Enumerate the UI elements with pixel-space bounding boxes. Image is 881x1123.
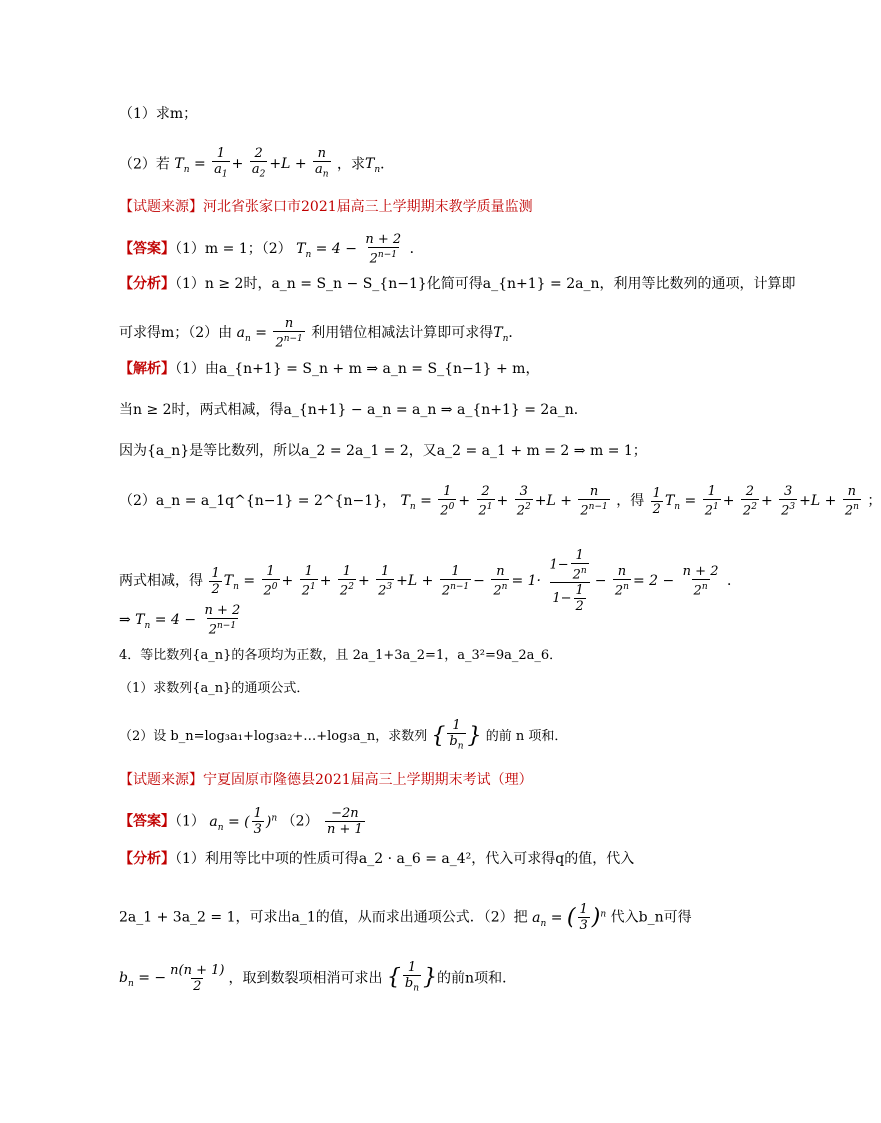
- source-1-text: 【试题来源】河北省张家口市2021届高三上学期期末教学质量监测: [119, 199, 533, 215]
- formula-recip-bn: { $\frac{1}{b_n}$ }: [431, 729, 481, 744]
- question-part1: [119, 104, 197, 124]
- solution-1-tag: 【解析】: [119, 361, 175, 377]
- answer-1-tag: 【答案】: [119, 241, 175, 258]
- analysis-1-tag: 【分析】: [119, 276, 175, 292]
- formula-half-Tn: $\frac{1}{2}$ $T_n$ = $\frac{1}{2^1}$ + $\frac{2}{2^2}$ + $\frac{3}{2^3}$ +L + $\frac{n}{2^n}$: [652, 484, 859, 519]
- source-2: [119, 770, 533, 790]
- formula-an-third: $a_n$ = ( $\frac{1}{3}$ )$^n$: [532, 902, 607, 933]
- answer-1-formula: $T_n = 4$ − $\frac{n + 2}{2^{n-1}}$: [296, 232, 402, 267]
- answer-2-formula2: $\frac{-2n}{n + 1}$: [327, 806, 363, 837]
- answer-1: 【答案】（1）m = 1；（2） $T_n = 4$ − $\frac{n + 2}{2^{n-1}}$ ．: [119, 232, 424, 267]
- analysis-1-line2b: 利用错位相减法计算即可求得: [311, 325, 494, 342]
- answer-2-tag: 【答案】: [119, 813, 175, 830]
- analysis-1-line1: [119, 274, 795, 294]
- question-part2-suffix: ，求: [337, 156, 366, 173]
- formula-Tn-def: $T_n$ = $\frac{1}{a_1}$ + $\frac{2}{a_2}$ +L + $\frac{n}{a_n}$: [174, 156, 337, 172]
- formula-bn: $b_n$ = − $\frac{n(n + 1)}{2}$: [119, 962, 225, 994]
- solution-1-line3-text: 因为{a_n}是等比数列，所以a_2 = 2a_1 = 2，又a_2 = a_1 + m = 2 ⇒ m = 1；: [119, 443, 647, 459]
- formula-recip-bn-2: { $\frac{1}{b_n}$ }: [387, 970, 437, 986]
- analysis-1-line2a: 可求得m；（2）由: [119, 325, 233, 342]
- problem-4-line2: [119, 679, 309, 699]
- solution-1-line2-text: 当n ≥ 2时，两式相减，得a_{n+1} − a_n = a_n ⇒ a_{n+1} = 2a_n．: [119, 402, 588, 418]
- analysis-2-tag: 【分析】: [119, 851, 175, 867]
- problem-4-line2-text: （1）求数列{a_n}的通项公式．: [119, 681, 310, 696]
- analysis-2-line2: [119, 902, 692, 933]
- analysis-2-line1-text: （1）利用等比中项的性质可得a_2 · a_6 = a_4²，代入可求得q的值，代入: [175, 851, 635, 867]
- analysis-2-line1: [119, 849, 634, 869]
- analysis-2-line3c: 的前n项和．: [437, 970, 517, 987]
- formula-Tn-sum: $T_n$ = $\frac{1}{2^0}$ + $\frac{2}{2^1}$ + $\frac{3}{2^2}$ +L + $\frac{n}{2^{n-1}}$: [400, 484, 608, 519]
- solution-1-line5a: 两式相减，得: [119, 573, 203, 590]
- problem-4-line3: [119, 718, 567, 755]
- analysis-2-line3b: ，取到数裂项相消可求出: [228, 970, 383, 987]
- solution-1-line5: 两式相减，得 $\frac{1}{2}$ $T_n$ = $\frac{1}{2^0}$ + $\frac{1}{2^1}$ + $\frac{1}{2^2}$ + $\frac{1}{2^3}$ +L + $\frac{1}{2^{n-1}}$ − $\frac{n}{2^n}$ = 1· 1− $\frac{1}{2^n}$ 1− $\frac{1}{2}$ − $\frac{n}{2^n}$ = 2 − $\frac{n + 2}{2^n}$ ．: [119, 548, 741, 615]
- solution-1-line2: [119, 400, 588, 420]
- analysis-1-line1-text: （1）n ≥ 2时，a_n = S_n − S_{n−1}化简可得a_{n+1} = 2a_n，利用等比数列的通项，计算即: [175, 276, 796, 292]
- solution-1-final: ⇒ $T_n = 4$ − $\frac{n + 2}{2^{n-1}}$: [119, 603, 241, 638]
- problem-4-line3a: （2）设 b_n=log₃a₁+log₃a₂+…+log₃a_n，求数列: [119, 728, 428, 744]
- formula-an-def: $a_n$ = $\frac{n}{2^{n-1}}$: [236, 316, 303, 351]
- solution-1-line1: [119, 359, 539, 379]
- answer-1-text: （1）m = 1；（2）: [175, 241, 292, 258]
- problem-4-line1-text: 4．等比数列{a_n}的各项均为正数，且 2a_1+3a_2=1，a_3²=9a_2a_6．: [119, 648, 563, 663]
- solution-1-line4: （2）a_n = a_1q^{n−1} = 2^{n−1}， $T_n$ = $\frac{1}{2^0}$ + $\frac{2}{2^1}$ + $\frac{3}{2^2}$ +L + $\frac{n}{2^{n-1}}$ ，得 $\frac{1}{2}$ $T_n$ = $\frac{1}{2^1}$ + $\frac{2}{2^2}$ + $\frac{3}{2^3}$ +L + $\frac{n}{2^n}$ ；: [119, 484, 881, 519]
- question-part2: （2）若 $T_n$ = $\frac{1}{a_1}$ + $\frac{2}{a_2}$ +L + $\frac{n}{a_n}$ ，求$T_n$．: [119, 146, 394, 183]
- analysis-1-line2: 可求得m；（2）由 $a_n$ = $\frac{n}{2^{n-1}}$ 利用错位相减法计算即可求得$T_n$．: [119, 316, 523, 351]
- solution-1-line1-text: （1）由a_{n+1} = S_n + m ⇒ a_n = S_{n−1} + m，: [175, 361, 540, 377]
- question-part1-text: （1）求m；: [119, 106, 198, 122]
- solution-1-line4a: （2）a_n = a_1q^{n−1} = 2^{n−1}，: [119, 493, 397, 510]
- problem-4-line3b: 的前 n 项和．: [485, 728, 568, 744]
- analysis-2-line3: [119, 960, 516, 997]
- answer-2-text: （1）: [175, 813, 205, 830]
- solution-1-line4b: ，得: [616, 493, 645, 510]
- answer-2: [119, 806, 367, 837]
- analysis-2-line2b: 代入b_n可得: [610, 909, 692, 926]
- formula-subtract: $\frac{1}{2}$ $T_n$ = $\frac{1}{2^0}$ + $\frac{1}{2^1}$ + $\frac{1}{2^2}$ + $\frac{1}{2^3}$ +L + $\frac{1}{2^{n-1}}$ − $\frac{n}{2^n}$ = 1· 1− $\frac{1}{2^n}$ 1− $\frac{1}{2}$ − $\frac{n}{2^n}$ = 2 − $\frac{n + 2}{2^n}$: [211, 548, 719, 615]
- answer-2-text2: （2）: [281, 813, 319, 830]
- source-2-text: 【试题来源】宁夏固原市隆德县2021届高三上学期期末考试（理）: [119, 772, 533, 788]
- problem-4-line1: [119, 646, 562, 666]
- analysis-2-line2a: 2a_1 + 3a_2 = 1，可求出a_1的值，从而求出通项公式．（2）把: [119, 909, 528, 926]
- source-1: [119, 197, 533, 217]
- solution-1-line6: [119, 603, 244, 637]
- question-part2-prefix: （2）若: [119, 156, 170, 173]
- answer-2-formula1: $a_n$ = ( $\frac{1}{3}$ )$^n$: [209, 806, 278, 837]
- solution-1-line3: [119, 441, 647, 461]
